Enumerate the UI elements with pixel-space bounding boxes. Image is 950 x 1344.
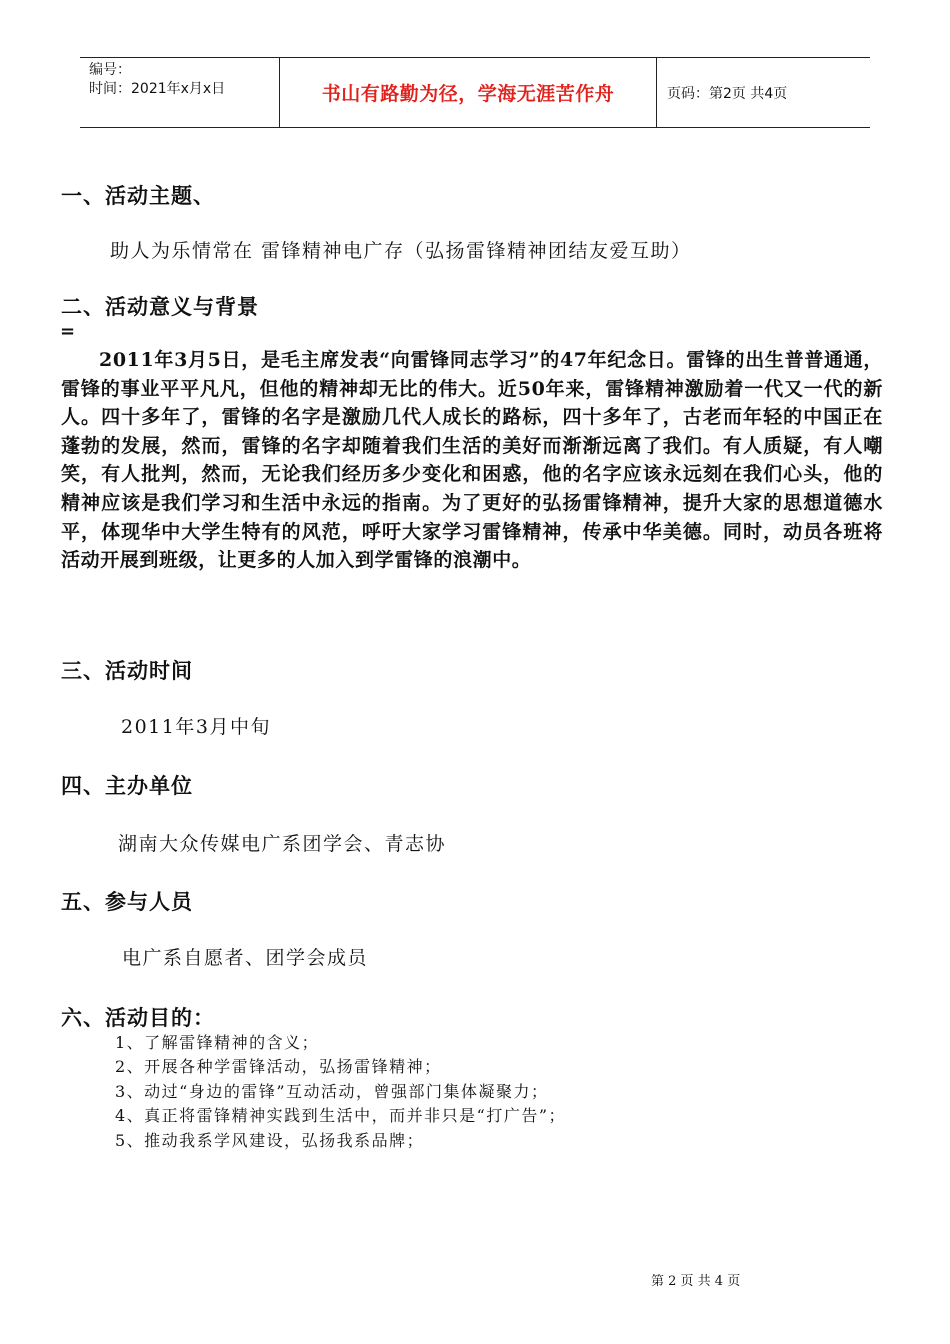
section-heading-time: 三、活动时间: [61, 659, 193, 683]
section-heading-purpose: 六、活动目的：: [61, 1006, 215, 1030]
participants-text: 电广系自愿者、团学会成员: [122, 947, 369, 969]
section-heading-theme: 一、活动主题、: [61, 184, 215, 208]
list-item: 3、动过“身边的雷锋”互动活动，曾强部门集体凝聚力；: [115, 1081, 549, 1101]
header-table: [80, 57, 870, 128]
organizer-text: 湖南大众传媒电广系团学会、青志协: [118, 833, 447, 855]
section-heading-background: 二、活动意义与背景: [61, 295, 259, 319]
list-item: 5、推动我系学风建设，弘扬我系品牌；: [115, 1130, 425, 1150]
time-label: 时间：2021年x月x日: [89, 81, 226, 97]
section-heading-organizer: 四、主办单位: [61, 774, 193, 798]
number-label: 编号：: [89, 62, 131, 78]
header-page-info: 页码：第2页 共4页: [667, 85, 788, 102]
list-item: 2、开展各种学雷锋活动，弘扬雷锋精神；: [115, 1057, 442, 1077]
background-paragraph: 2011年3月5日，是毛主席发表“向雷锋同志学习”的47年纪念日。雷锋的出生普普通通，雷锋的事业平平凡凡，但他的精神却无比的伟大。近50年来，雷锋精神激励着一代又一代的新人。四十多年了，雷锋的名字是激励几代人成长的路标，四十多年了，古老而年轻的中国正在蓬勃的发展，然而，雷锋的名字却随着我们生活的美好而渐渐远离了我们。有人质疑，有人嘲笑，有人批判，然而，无论我们经历多少变化和困惑，他的名字应该永远刻在我们心头，他的精神应该是我们学习和生活中永远的指南。为了更好的弘扬雷锋精神，提升大家的思想道德水平，体现华中大学生特有的风范，呼吁大家学习雷锋精神，传承中华美德。同时，动员各班将活动开展到班级，让更多的人加入到学雷锋的浪潮中。: [61, 349, 883, 572]
theme-text: 助人为乐情常在 雷锋精神电广存（弘扬雷锋精神团结友爱互助）: [110, 240, 692, 262]
list-item: 4、真正将雷锋精神实践到生活中，而并非只是“打广告”；: [115, 1106, 567, 1126]
purpose-list: [115, 1031, 566, 1153]
time-text: 2011年3月中旬: [121, 716, 271, 738]
footer-page-number: 第 2 页 共 4 页: [651, 1274, 741, 1289]
equals-marker: =: [60, 321, 76, 342]
list-item: 1、了解雷锋精神的含义；: [115, 1033, 320, 1052]
header-motto: 书山有路勤为径，学海无涯苦作舟: [280, 58, 657, 127]
header-meta: [80, 58, 280, 127]
section-heading-participants: 五、参与人员: [61, 890, 193, 914]
